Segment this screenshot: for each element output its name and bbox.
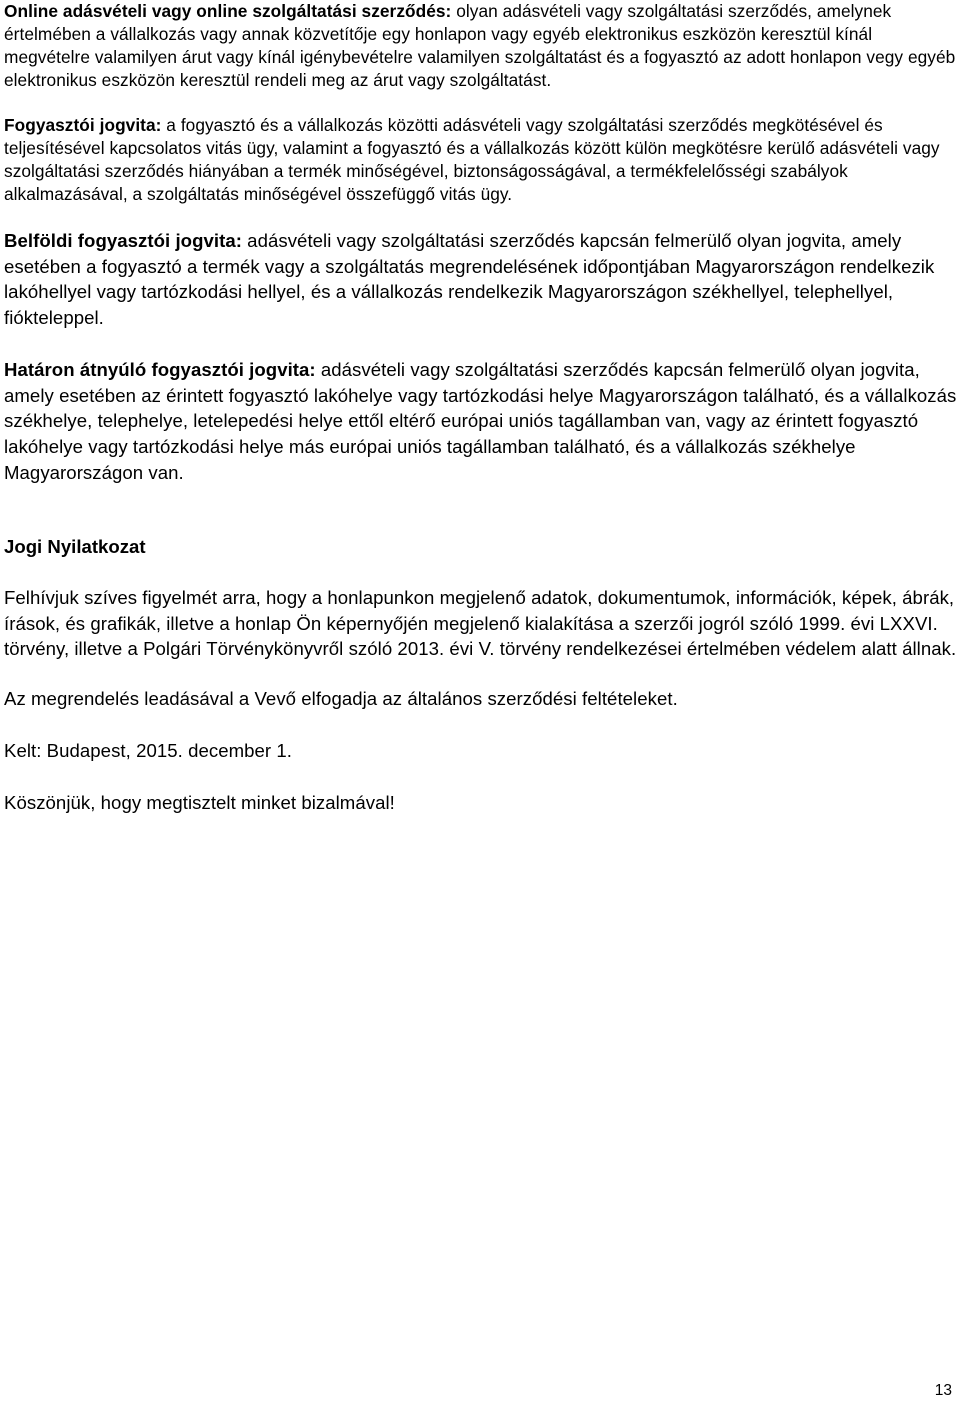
definition-text: olyan adásvételi vagy szolgáltatási szerződés, amelynek értelmében a vállalkozás vagy annak közvetítője egy honlapon vagy egyéb elektronikus eszközön keresztül kínál megvételre valamilyen árut vagy kínál igénybevételre valamilyen szolgáltatást és a fogyasztó az adott honlapon vegy egyéb elektronikus eszközön keresztül rendeli meg az árut vagy szolgáltatást. — [4, 1, 956, 90]
document-page — [4, 0, 960, 815]
definition-domestic-dispute — [4, 228, 960, 331]
page-number: 13 — [934, 1382, 952, 1399]
definition-text: adásvételi vagy szolgáltatási szerződés kapcsán felmerülő olyan jogvita, amely esetében a fogyasztó a termék vagy a szolgáltatás megrendelésének időpontjában Magyarországon rendelkezik lakóhellyel vagy tartózkodási hellyel, és a vállalkozás rendelkezik Magyarországon székhellyel, telephellyel, fiókteleppel. — [4, 230, 935, 329]
order-acceptance-paragraph: Az megrendelés leadásával a Vevő elfogadja az általános szerződési feltételeket. — [4, 688, 678, 710]
definition-text: adásvételi vagy szolgáltatási szerződés kapcsán felmerülő olyan jogvita, amely esetében az érintett fogyasztó lakóhelye vagy tartózkodási helye Magyarországon található, és a vállalkozás székhelye, telephelye, letelepedési helye ettől eltérő európai uniós tagállamban van, vagy az érintett fogyasztó lakóhelye vagy tartózkodási helye más európai uniós tagállamban található, és a vállalkozás székhelye Magyarországon van. — [4, 358, 957, 483]
date-line: Kelt: Budapest, 2015. december 1. — [4, 739, 292, 761]
legal-notice-paragraph: Felhívjuk szíves figyelmét arra, hogy a honlapunkon megjelenő adatok, dokumentumok, információk, képek, ábrák, írások, és grafikák, illetve a honlap Ön képernyőjén megjelenő kialakítása a szerzői jogról szóló 1999. évi LXXVI. törvény, illetve a Polgári Törvénykönyvről szóló 2013. évi V. törvény rendelkezései értelmében védelem alatt állnak. — [4, 587, 957, 660]
definition-consumer-dispute — [4, 114, 960, 206]
definition-term: Határon átnyúló fogyasztói jogvita: — [4, 358, 316, 380]
definition-term: Online adásvételi vagy online szolgáltatási szerződés: — [4, 1, 452, 21]
definition-online-contract — [4, 0, 960, 92]
thank-you-line: Köszönjük, hogy megtisztelt minket bizalmával! — [4, 791, 395, 813]
definition-term: Belföldi fogyasztói jogvita: — [4, 230, 242, 251]
definition-term: Fogyasztói jogvita: — [4, 115, 162, 135]
definition-cross-border-dispute — [4, 357, 960, 486]
legal-notice-heading: Jogi Nyilatkozat — [4, 536, 146, 558]
definition-text: a fogyasztó és a vállalkozás közötti adásvételi vagy szolgáltatási szerződés megkötésével és teljesítésével kapcsolatos vitás ügy, valamint a fogyasztó és a vállalkozás között külön megkötésre kerülő adásvételi vagy szolgáltatási szerződés hiányában a termék minőségével, biztonságosságával, a termékfelelősségi szabályok alkalmazásával, a szolgáltatás minőségével összefüggő vitás ügy. — [4, 115, 940, 204]
